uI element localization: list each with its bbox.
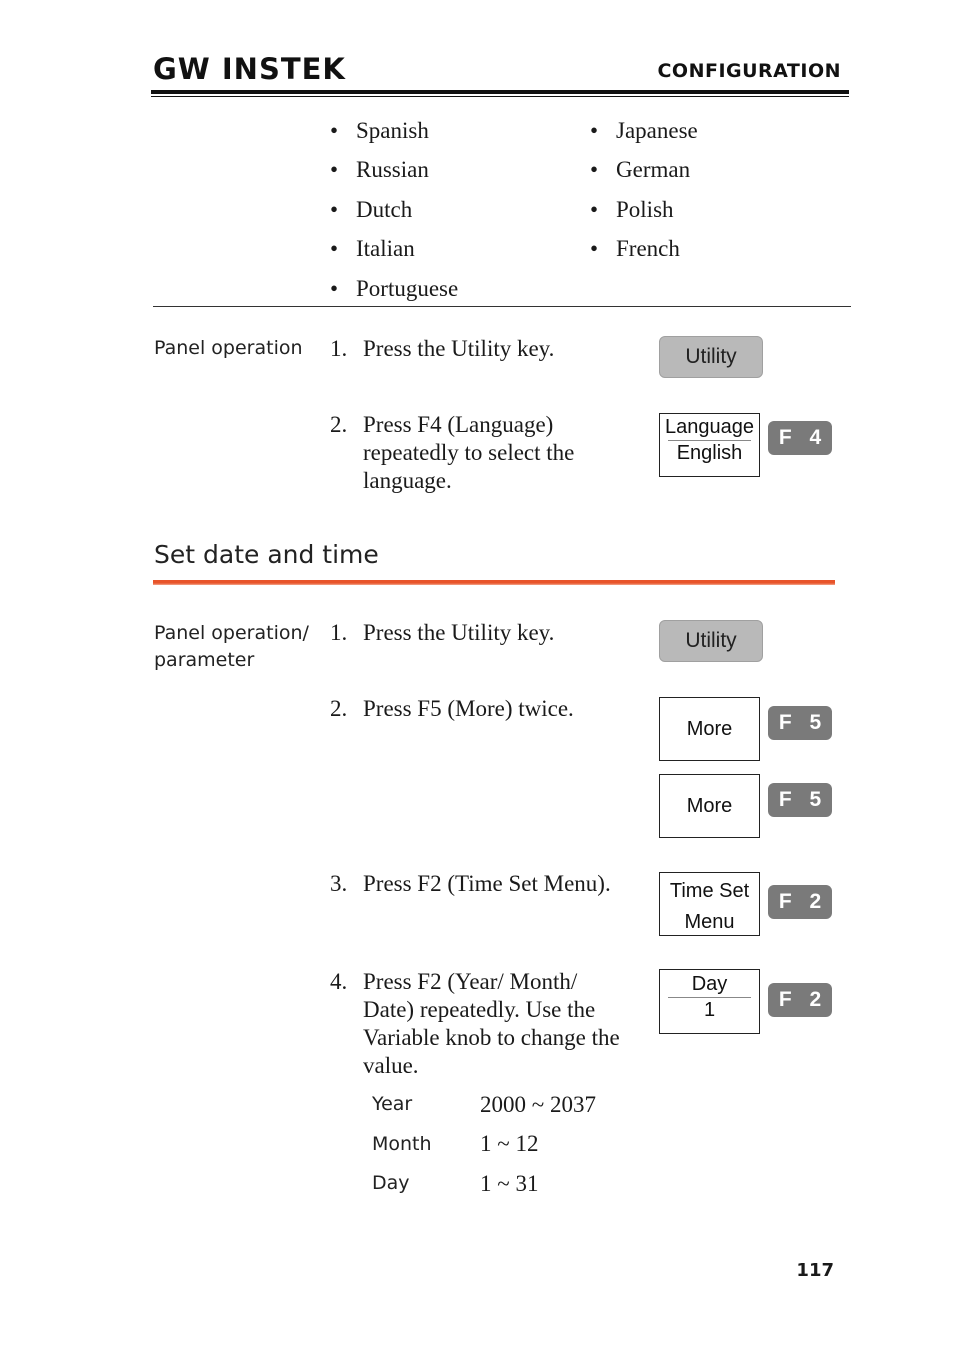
param-range-year: 2000 ~ 2037 [480,1092,596,1117]
time-set-menu-softkey[interactable]: Time Set Menu [659,872,760,936]
step-1: 1. Press the Utility key. [330,336,555,361]
language-item: • Spanish [330,118,429,143]
more-softkey[interactable]: More [659,774,760,838]
header-rule-thin [151,96,849,97]
f5-key[interactable]: F 5 [768,706,832,740]
language-item: • French [590,236,680,261]
step-2: 2. Press F5 (More) twice. [330,696,574,721]
language-item: • Dutch [330,197,413,222]
utility-key[interactable]: Utility [659,336,763,378]
f2-key[interactable]: F 2 [768,885,832,919]
step-2: 2. Press F4 (Language) repeatedly to select the language. [330,412,575,493]
param-range-month: 1 ~ 12 [480,1131,539,1156]
panel-operation-parameter-label: Panel operation/ parameter [154,622,309,671]
param-name-day: Day [372,1172,410,1194]
language-item: • Polish [590,197,674,222]
language-softkey[interactable]: Language English [659,413,760,477]
section-rule [153,580,835,585]
step-3: 3. Press F2 (Time Set Menu). [330,871,611,896]
language-item: • Russian [330,157,429,182]
step-1: 1. Press the Utility key. [330,620,555,645]
param-range-day: 1 ~ 31 [480,1171,539,1196]
gw-instek-logo [153,52,346,86]
step-4: 4. Press F2 (Year/ Month/ Date) repeatedly. Use the Variable knob to change the value. [330,969,620,1078]
header-section-title: CONFIGURATION [657,60,841,82]
f2-key[interactable]: F 2 [768,983,832,1017]
day-softkey[interactable]: Day 1 [659,969,760,1034]
f5-key[interactable]: F 5 [768,783,832,817]
more-softkey[interactable]: More [659,697,760,761]
f4-key[interactable]: F 4 [768,421,832,455]
param-name-month: Month [372,1133,432,1155]
page-number: 117 [796,1260,834,1281]
param-name-year: Year [372,1093,413,1115]
language-item: • Italian [330,236,415,261]
language-item: • German [590,157,691,182]
header-rule [151,90,849,94]
section-title: Set date and time [154,540,379,569]
language-item: • Portuguese [330,276,459,301]
divider [153,306,851,307]
language-item: • Japanese [590,118,698,143]
utility-key[interactable]: Utility [659,620,763,662]
panel-operation-label: Panel operation [154,337,303,359]
logo-text: GW INSTEK [153,52,346,86]
